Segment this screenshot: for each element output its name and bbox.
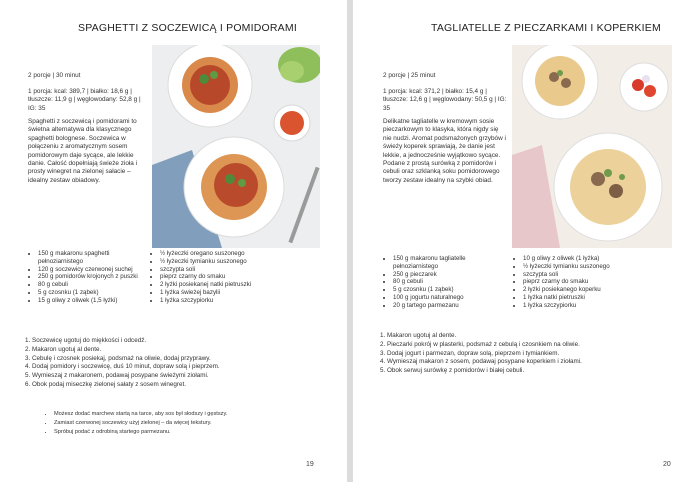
ingredients-list-2 bbox=[150, 250, 335, 305]
step-item: 5. Obok serwuj surówkę z pomidorów i białej cebuli. bbox=[387, 367, 697, 376]
right-page bbox=[353, 0, 700, 482]
ingredients-list-1 bbox=[383, 255, 505, 310]
steps-list bbox=[18, 337, 342, 390]
step-item: 1. Soczewicę ugotuj do miękkości i odcedź. bbox=[32, 337, 342, 346]
step-item: 4. Dodaj pomidory i soczewicę, duś 10 minut, dopraw solą i pieprzem. bbox=[32, 363, 342, 372]
ingredients-list-2 bbox=[513, 255, 688, 310]
tip-item: • Możesz dodać marchew startą na tarce, aby sos był słodszy i gęstszy. bbox=[54, 410, 334, 419]
ingredient-item: • 10 g oliwy z oliwek (1 łyżka) bbox=[523, 255, 688, 263]
recipe-description: Delikatne tagliatelle w kremowym sosie pieczarkowym to klasyka, która nigdy się nie nudzi. Aromat podsmażonych grzybów i świeży koperek sprawiają, że danie jest lekkie, a jednocześnie wyjątkowo sycące. Podane z prostą surówką z pomidorów i cebuli oraz szklanką soku pomidorowego tworzy zestaw idealny na szybki obiad. bbox=[383, 118, 506, 184]
ingredient-item: • 15 g oliwy z oliwek (1,5 łyżki) bbox=[38, 297, 150, 305]
dish-photo bbox=[152, 45, 320, 248]
ingredient-item: • 5 g czosnku (1 ząbek) bbox=[38, 289, 150, 297]
tip-item: • Spróbuj podać z odrobiną startego parmezanu. bbox=[54, 428, 334, 437]
recipe-description: Spaghetti z soczewicą i pomidorami to świetna alternatywa dla klasycznego spaghetti bolognese. Soczewica w połączeniu z aromatycznym sosem pomidorowym daje sycące, ale lekkie danie. Całość dopełniają świeże zioła i prosty winegret na zielonej sałacie – idealny zestaw obiadowy. bbox=[28, 118, 138, 184]
ingredient-item: • pieprz czarny do smaku bbox=[160, 273, 335, 281]
spaghetti-plates-image bbox=[152, 45, 320, 248]
ingredient-item: • 250 g pieczarek bbox=[393, 271, 505, 279]
ingredient-item: • 250 g pomidorów krojonych z puszki bbox=[38, 273, 150, 281]
tips-list bbox=[44, 410, 334, 436]
page-number: 20 bbox=[663, 461, 671, 468]
ingredient-item: • 100 g jogurtu naturalnego bbox=[393, 294, 505, 302]
ingredient-item: • szczypta soli bbox=[523, 271, 688, 279]
ingredient-item: • 5 g czosnku (1 ząbek) bbox=[393, 286, 505, 294]
left-page bbox=[0, 0, 347, 482]
portions-info: 2 porcje | 25 minut bbox=[383, 72, 436, 79]
ingredient-item: • 80 g cebuli bbox=[38, 281, 150, 289]
ingredient-item: • 150 g makaronu tagliatelle pełnoziarnistego bbox=[393, 255, 505, 271]
portions-info: 2 porcje | 30 minut bbox=[28, 72, 81, 79]
step-item: 3. Cebulę i czosnek posiekaj, podsmaż na oliwie, dodaj przyprawy. bbox=[32, 355, 342, 364]
ingredient-item: • 80 g cebuli bbox=[393, 278, 505, 286]
ingredient-item: • 1 łyżka szczypiorku bbox=[523, 302, 688, 310]
ingredient-item: • ½ łyżeczki tymianku suszonego bbox=[160, 258, 335, 266]
ingredient-item: • 1 łyżka szczypiorku bbox=[160, 297, 335, 305]
step-item: 2. Makaron ugotuj al dente. bbox=[32, 346, 342, 355]
ingredient-item: • ½ łyżeczki oregano suszonego bbox=[160, 250, 335, 258]
tagliatelle-plates-image bbox=[512, 45, 672, 248]
nutrition-info: 1 porcja: kcal: 371,2 | białko: 15,4 g | tłuszcze: 12,6 g | węglowodany: 50,5 g | IG: 35 bbox=[383, 88, 507, 112]
ingredient-item: • 2 łyżki posiekanego koperku bbox=[523, 286, 688, 294]
recipe-title: TAGLIATELLE Z PIECZARKAMI I KOPERKIEM bbox=[431, 22, 661, 34]
page-number: 19 bbox=[306, 461, 314, 468]
nutrition-info: 1 porcja: kcal: 389,7 | białko: 18,6 g | tłuszcze: 11,9 g | węglowodany: 52,8 g | IG: 35 bbox=[28, 88, 141, 112]
ingredient-item: • 2 łyżki posiekanej natki pietruszki bbox=[160, 281, 335, 289]
step-item: 2. Pieczarki pokrój w plasterki, podsmaż z cebulą i czosnkiem na oliwie. bbox=[387, 341, 697, 350]
ingredient-item: • 1 łyżka świeżej bazylii bbox=[160, 289, 335, 297]
ingredient-item: • 1 łyżka natki pietruszki bbox=[523, 294, 688, 302]
ingredient-item: • 120 g soczewicy czerwonej suchej bbox=[38, 266, 150, 274]
ingredient-item: • pieprz czarny do smaku bbox=[523, 278, 688, 286]
tip-item: • Zamiast czerwonej soczewicy użyj zielonej – da więcej tekstury. bbox=[54, 419, 334, 428]
dish-photo bbox=[512, 45, 672, 248]
ingredient-item: • szczypta soli bbox=[160, 266, 335, 274]
step-item: 5. Wymieszaj z makaronem, podawaj posypane świeżymi ziołami. bbox=[32, 372, 342, 381]
ingredient-item: • ½ łyżeczki tymianku suszonego bbox=[523, 263, 688, 271]
steps-list bbox=[373, 332, 697, 376]
ingredient-item: • 20 g tartego parmezanu bbox=[393, 302, 505, 310]
step-item: 3. Dodaj jogurt i parmezan, dopraw solą, pieprzem i tymiankiem. bbox=[387, 350, 697, 359]
ingredients-list-1 bbox=[28, 250, 150, 305]
step-item: 6. Obok podaj miseczkę zielonej sałaty z sosem winegret. bbox=[32, 381, 342, 390]
step-item: 1. Makaron ugotuj al dente. bbox=[387, 332, 697, 341]
recipe-title: SPAGHETTI Z SOCZEWICĄ I POMIDORAMI bbox=[78, 22, 297, 34]
step-item: 4. Wymieszaj makaron z sosem, podawaj posypane koperkiem i ziołami. bbox=[387, 358, 697, 367]
ingredient-item: • 150 g makaronu spaghetti pełnoziarnistego bbox=[38, 250, 150, 266]
